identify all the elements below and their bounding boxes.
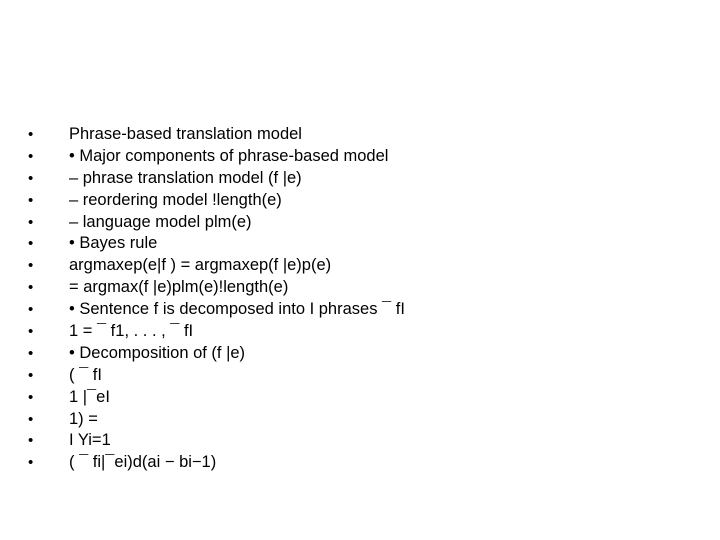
- list-item: [28, 430, 405, 452]
- list-item-text: 1 |¯eI: [69, 387, 110, 406]
- bullet-marker: •: [28, 213, 34, 231]
- bullet-marker: •: [28, 410, 34, 428]
- list-item-text: ( ¯ fi|¯ei)d(ai − bi−1): [69, 453, 217, 472]
- list-item-text: = argmax(f |e)plm(e)!length(e): [69, 278, 289, 297]
- bullet-marker: •: [28, 388, 34, 406]
- bullet-marker: •: [28, 344, 34, 362]
- list-item: [28, 409, 405, 431]
- list-item-text: Phrase-based translation model: [69, 125, 302, 143]
- list-item: [28, 212, 405, 234]
- list-item-text: • Sentence f is decomposed into I phrases ¯ fI: [69, 300, 405, 319]
- list-item: [28, 124, 405, 146]
- list-item: [28, 452, 405, 474]
- list-item-text: – phrase translation model (f |e): [69, 168, 302, 187]
- list-item: [28, 299, 405, 321]
- list-item-text: – reordering model !length(e): [69, 190, 282, 209]
- list-item: [28, 190, 405, 212]
- bullet-marker: •: [28, 323, 34, 341]
- list-item: [28, 387, 405, 409]
- list-item-text: I Yi=1: [69, 431, 111, 450]
- list-item: [28, 343, 405, 365]
- bullet-marker: •: [28, 257, 34, 275]
- list-item: [28, 255, 405, 277]
- bullet-list: [28, 124, 405, 474]
- bullet-marker: •: [28, 454, 34, 472]
- bullet-marker: •: [28, 169, 34, 187]
- list-item-text: – language model plm(e): [69, 212, 252, 231]
- list-item: [28, 277, 405, 299]
- list-item: [28, 146, 405, 168]
- list-item-text: 1) =: [69, 409, 98, 428]
- bullet-marker: •: [28, 147, 34, 165]
- bullet-marker: •: [28, 279, 34, 297]
- bullet-marker: •: [28, 191, 34, 209]
- list-item-text: • Bayes rule: [69, 234, 158, 253]
- bullet-marker: •: [28, 366, 34, 384]
- list-item-text: • Major components of phrase-based model: [69, 146, 389, 165]
- bullet-marker: •: [28, 235, 34, 253]
- list-item-text: • Decomposition of (f |e): [69, 343, 246, 362]
- list-item-text: argmaxep(e|f ) = argmaxep(f |e)p(e): [69, 256, 332, 275]
- list-item-text: ( ¯ fI: [69, 365, 102, 384]
- list-item-text: 1 = ¯ f1, . . . , ¯ fI: [69, 322, 194, 341]
- bullet-marker: •: [28, 301, 34, 319]
- list-item: [28, 233, 405, 255]
- bullet-marker: •: [28, 126, 34, 143]
- list-item: [28, 365, 405, 387]
- list-item: [28, 321, 405, 343]
- bullet-marker: •: [28, 432, 34, 450]
- list-item: [28, 168, 405, 190]
